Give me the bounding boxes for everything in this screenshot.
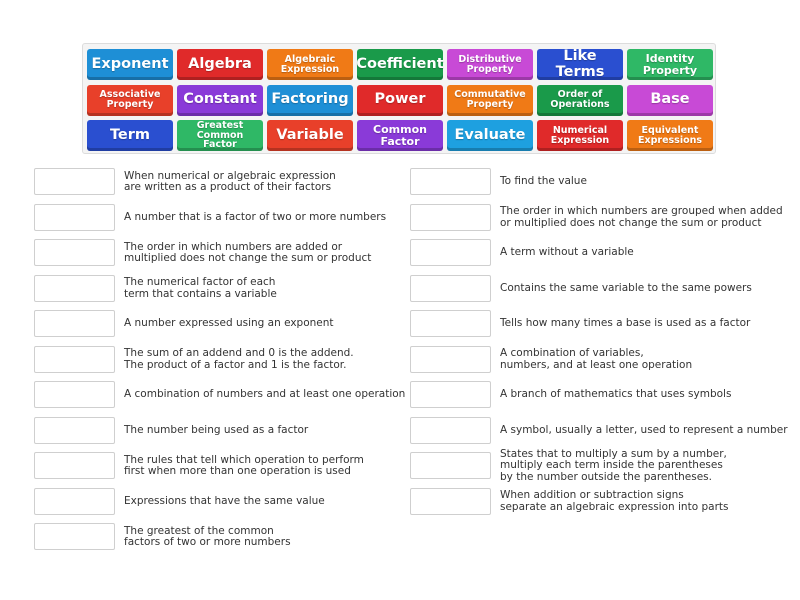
word-tile-term[interactable]: Term bbox=[87, 120, 173, 151]
right-clue-text: A combination of variables, numbers, and at least one operation bbox=[500, 347, 693, 371]
left-answer-slot[interactable] bbox=[34, 204, 115, 231]
right-clue-text: The order in which numbers are grouped when added or multiplied does not change the sum or product bbox=[500, 205, 783, 229]
word-tile-order-of-operations[interactable]: Order of Operations bbox=[537, 85, 623, 116]
right-clue-text: A symbol, usually a letter, used to represent a number bbox=[500, 423, 788, 436]
right-answer-slot[interactable] bbox=[410, 204, 491, 231]
word-tile-commutative-property[interactable]: Commutative Property bbox=[447, 85, 533, 116]
word-tile-factoring[interactable]: Factoring bbox=[267, 85, 353, 116]
right-answer-slot[interactable] bbox=[410, 488, 491, 515]
right-clue-text: A term without a variable bbox=[500, 246, 634, 259]
left-answer-slot[interactable] bbox=[34, 417, 115, 444]
right-answer-slot[interactable] bbox=[410, 417, 491, 444]
left-answer-slot[interactable] bbox=[34, 168, 115, 195]
word-tile-greatest-common-factor[interactable]: Greatest Common Factor bbox=[177, 120, 263, 151]
left-answer-slot[interactable] bbox=[34, 488, 115, 515]
word-tile-constant[interactable]: Constant bbox=[177, 85, 263, 116]
word-tile-exponent[interactable]: Exponent bbox=[87, 49, 173, 80]
left-clue-text: Expressions that have the same value bbox=[124, 494, 325, 507]
left-answer-slot[interactable] bbox=[34, 523, 115, 550]
word-tile-algebraic-expression[interactable]: Algebraic Expression bbox=[267, 49, 353, 80]
word-tile-base[interactable]: Base bbox=[627, 85, 713, 116]
right-answer-slot[interactable] bbox=[410, 381, 491, 408]
right-answer-slot[interactable] bbox=[410, 168, 491, 195]
left-answer-slot[interactable] bbox=[34, 310, 115, 337]
left-clue-text: The rules that tell which operation to perform first when more than one operation is used bbox=[124, 453, 364, 477]
word-tile-associative-property[interactable]: Associative Property bbox=[87, 85, 173, 116]
word-tile-equivalent-expressions[interactable]: Equivalent Expressions bbox=[627, 120, 713, 151]
left-answer-slot[interactable] bbox=[34, 452, 115, 479]
right-clue-text: Tells how many times a base is used as a factor bbox=[500, 317, 751, 330]
word-tile-numerical-expression[interactable]: Numerical Expression bbox=[537, 120, 623, 151]
left-answer-slot[interactable] bbox=[34, 346, 115, 373]
word-tile-common-factor[interactable]: Common Factor bbox=[357, 120, 443, 151]
word-tile-evaluate[interactable]: Evaluate bbox=[447, 120, 533, 151]
left-clue-text: The number being used as a factor bbox=[124, 423, 309, 436]
left-answer-slot[interactable] bbox=[34, 239, 115, 266]
left-clue-text: The sum of an addend and 0 is the addend. The product of a factor and 1 is the factor. bbox=[124, 347, 354, 371]
right-answer-slot[interactable] bbox=[410, 239, 491, 266]
left-clue-text: When numerical or algebraic expression are written as a product of their factors bbox=[124, 169, 336, 193]
right-clue-text: States that to multiply a sum by a number, multiply each term inside the parentheses by the number outside the parentheses. bbox=[500, 447, 727, 483]
word-tile-variable[interactable]: Variable bbox=[267, 120, 353, 151]
word-tile-power[interactable]: Power bbox=[357, 85, 443, 116]
left-clue-text: A combination of numbers and at least one operation bbox=[124, 388, 406, 401]
word-tile-algebra[interactable]: Algebra bbox=[177, 49, 263, 80]
left-answer-slot[interactable] bbox=[34, 381, 115, 408]
left-clue-text: The order in which numbers are added or multiplied does not change the sum or product bbox=[124, 240, 372, 264]
right-clue-text: Contains the same variable to the same powers bbox=[500, 281, 752, 294]
right-answer-slot[interactable] bbox=[410, 310, 491, 337]
right-clue-text: When addition or subtraction signs separate an algebraic expression into parts bbox=[500, 489, 729, 513]
right-clue-text: A branch of mathematics that uses symbols bbox=[500, 388, 732, 401]
word-tile-coefficient[interactable]: Coefficient bbox=[357, 49, 443, 80]
right-answer-slot[interactable] bbox=[410, 346, 491, 373]
left-clue-text: The numerical factor of each term that contains a variable bbox=[124, 276, 277, 300]
word-tile-like-terms[interactable]: Like Terms bbox=[537, 49, 623, 80]
right-answer-slot[interactable] bbox=[410, 452, 491, 479]
word-bank bbox=[82, 43, 716, 154]
word-tile-distributive-property[interactable]: Distributive Property bbox=[447, 49, 533, 80]
right-clue-text: To find the value bbox=[500, 175, 587, 188]
left-clue-text: A number expressed using an exponent bbox=[124, 317, 334, 330]
left-clue-text: The greatest of the common factors of two or more numbers bbox=[124, 524, 291, 548]
left-answer-slot[interactable] bbox=[34, 275, 115, 302]
left-clue-text: A number that is a factor of two or more numbers bbox=[124, 210, 387, 223]
right-answer-slot[interactable] bbox=[410, 275, 491, 302]
word-tile-identity-property[interactable]: Identity Property bbox=[627, 49, 713, 80]
